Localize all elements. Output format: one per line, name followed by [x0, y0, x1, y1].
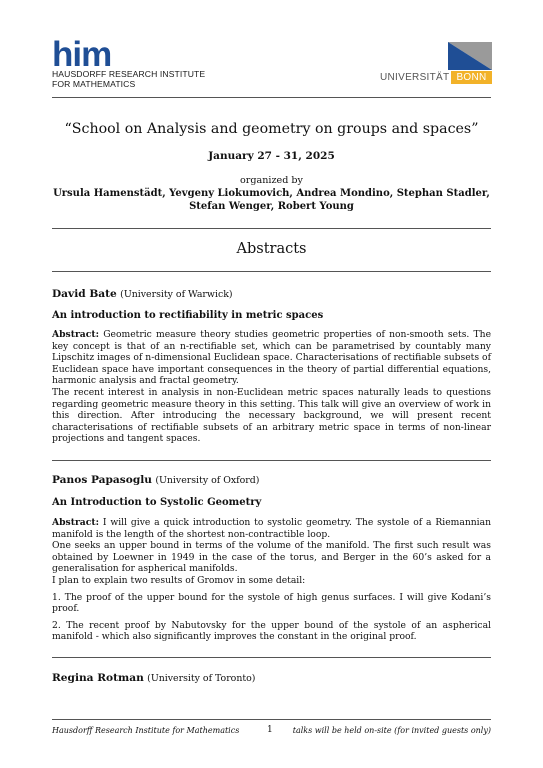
abstract-paragraph: The recent interest in analysis in non-Euclidean metric spaces naturally leads to questions regarding geometric measure theory in this setting. This talk will give an overview of work in this direction. After introducing the necessary background, we will present recent characterisations of rectifiable subsets of an arbitrary metric space in terms of non-linear projections and tangent spaces.: [52, 386, 491, 445]
him-logo: [52, 35, 206, 89]
page-number: 1: [267, 725, 273, 735]
abstract-paragraph: I plan to explain two results of Gromov in some detail:: [52, 574, 306, 586]
organizers-line-2: Stefan Wenger, Robert Young: [189, 201, 354, 212]
event-title: “School on Analysis and geometry on groups and spaces”: [64, 121, 479, 137]
organized-by-label: organized by: [240, 175, 303, 186]
footer-divider: [52, 719, 491, 720]
abstract-label: Abstract:: [52, 517, 99, 528]
talk-divider: [52, 460, 491, 461]
section-divider-top: [52, 228, 491, 229]
header-divider: [52, 97, 491, 98]
speaker-name: Panos Papasoglu: [52, 474, 152, 486]
uni-bonn-logo: [380, 42, 492, 84]
abstract-paragraph: Abstract: I will give a quick introduction to systolic geometry. The systole of a Riemannian manifold is the length of the shortest non-contractible loop.: [52, 517, 491, 540]
speaker-affiliation: (University of Warwick): [120, 289, 233, 300]
talk-divider: [52, 657, 491, 658]
speaker-affiliation: (University of Toronto): [147, 673, 256, 684]
abstract-paragraph: Abstract: Geometric measure theory studies geometric properties of non-smooth sets. The key concept is that of an n-rectifiable set, which can be parametrised by countably many Lipschitz images of n-dimensional Euclidean space. Characterisations of rectifiable subsets of Euclidean space have important consequences in the theory of partial differential equations, harmonic analysis and fractal geometry.: [52, 329, 491, 387]
uni-bonn-badge: BONN: [451, 71, 492, 84]
uni-bonn-emblem: [380, 42, 492, 70]
talk-title: An Introduction to Systolic Geometry: [52, 497, 262, 508]
talk-abstract: [52, 329, 491, 445]
speaker-name: Regina Rotman: [52, 672, 144, 684]
footer-note: talks will be held on-site (for invited guests only): [292, 726, 491, 735]
organizers-line-1: Ursula Hamenstädt, Yevgeny Liokumovich, Andrea Mondino, Stephan Stadler,: [53, 188, 490, 199]
section-divider-bottom: [52, 271, 491, 272]
abstract-paragraph: 1. The proof of the upper bound for the systole of high genus surfaces. I will give Kodani’s proof.: [52, 591, 491, 615]
speaker-name: David Bate: [52, 288, 117, 300]
talk-abstract: [52, 517, 491, 643]
him-logo-line2: FOR MATHEMATICS: [52, 78, 136, 89]
footer-institute: Hausdorff Research Institute for Mathematics: [52, 726, 240, 735]
organizers-list: [52, 187, 491, 213]
speaker-heading: [52, 672, 255, 684]
event-dates: January 27 - 31, 2025: [208, 150, 335, 162]
him-logo-line1: HAUSDORFF RESEARCH INSTITUTE: [52, 69, 206, 79]
speaker-heading: [52, 474, 259, 486]
speaker-heading: [52, 288, 233, 300]
abstract-label: Abstract:: [52, 329, 99, 340]
speaker-affiliation: (University of Oxford): [155, 475, 260, 486]
abstract-paragraph: One seeks an upper bound in terms of the volume of the manifold. The first such result was obtained by Loewner in 1949 in the case of the torus, and Berger in the 60’s asked for a generalisation for aspherical manifolds.: [52, 540, 491, 575]
uni-bonn-wordmark: UNIVERSITÄT: [380, 72, 450, 83]
talk-title: An introduction to rectifiability in metric spaces: [52, 310, 324, 321]
him-logo-letters: him: [52, 35, 112, 74]
abstract-paragraph: 2. The recent proof by Nabutovsky for the upper bound of the systole of an aspherical manifold - which also significantly improves the constant in the original proof.: [52, 619, 491, 643]
abstracts-heading: Abstracts: [236, 241, 307, 257]
